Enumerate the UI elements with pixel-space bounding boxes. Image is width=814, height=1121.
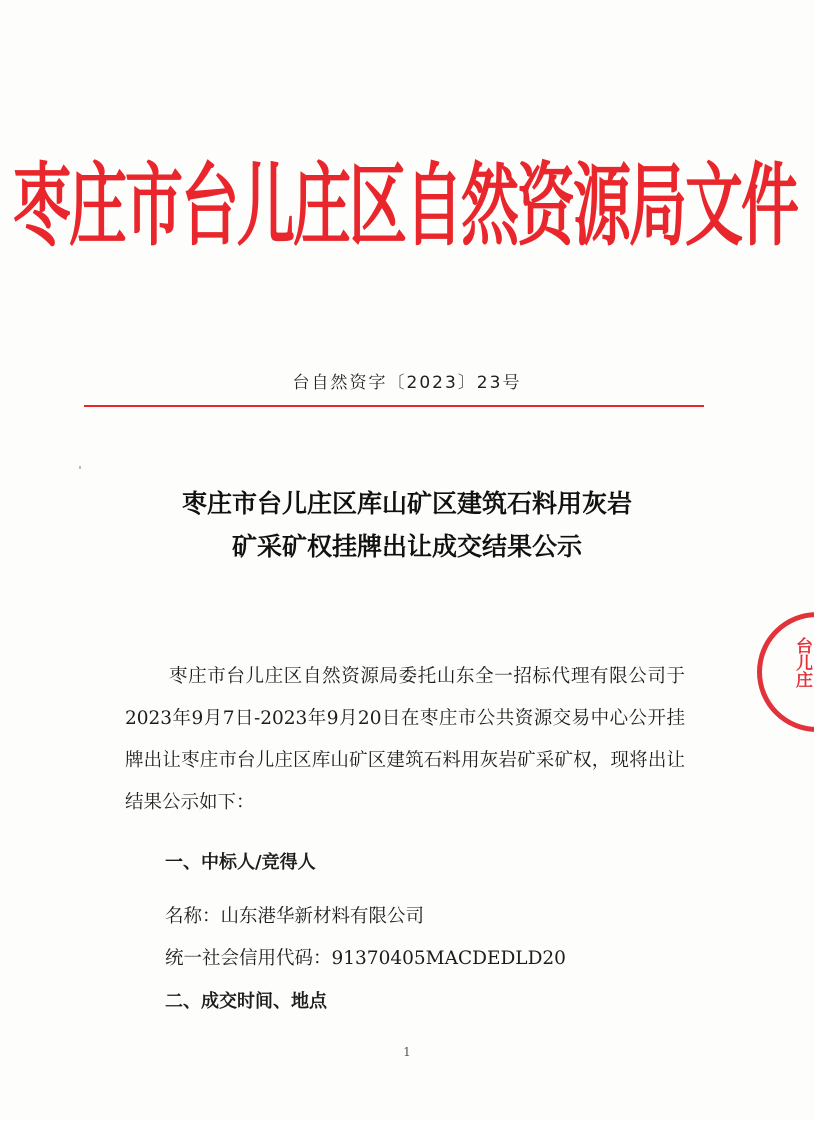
document-number: 台自然资字〔2023〕23号: [292, 373, 522, 393]
official-seal: [757, 612, 814, 732]
issuing-authority-title: 枣庄市台儿庄区自然资源局文件: [13, 153, 798, 259]
intro-paragraph: 枣庄市台儿庄区自然资源局委托山东全一招标代理有限公司于2023年9月7日-2023年9月20日在枣庄市公共资源交易中心公开挂牌出让枣庄市台儿庄区库山矿区建筑石料用灰岩矿采矿权，现将出让结果公示如下：: [125, 666, 685, 813]
scan-speck: [79, 466, 81, 469]
winner-name: 名称：山东港华新材料有限公司: [165, 906, 425, 927]
document-header: [13, 118, 798, 278]
page-number: 1: [403, 1045, 411, 1059]
notice-title-line-1: 枣庄市台儿庄区库山矿区建筑石料用灰岩: [181, 489, 632, 518]
notice-title-line-2: 矿采矿权挂牌出让成交结果公示: [231, 532, 582, 561]
section-heading-time-place: 二、成交时间、地点: [165, 991, 327, 1012]
credit-code: 统一社会信用代码：91370405MACDEDLD20: [165, 948, 566, 969]
header-divider: [84, 405, 704, 407]
section-heading-winner: 一、中标人/竞得人: [165, 852, 316, 873]
seal-text: 台儿庄: [792, 637, 812, 688]
notice-body: [125, 656, 685, 824]
